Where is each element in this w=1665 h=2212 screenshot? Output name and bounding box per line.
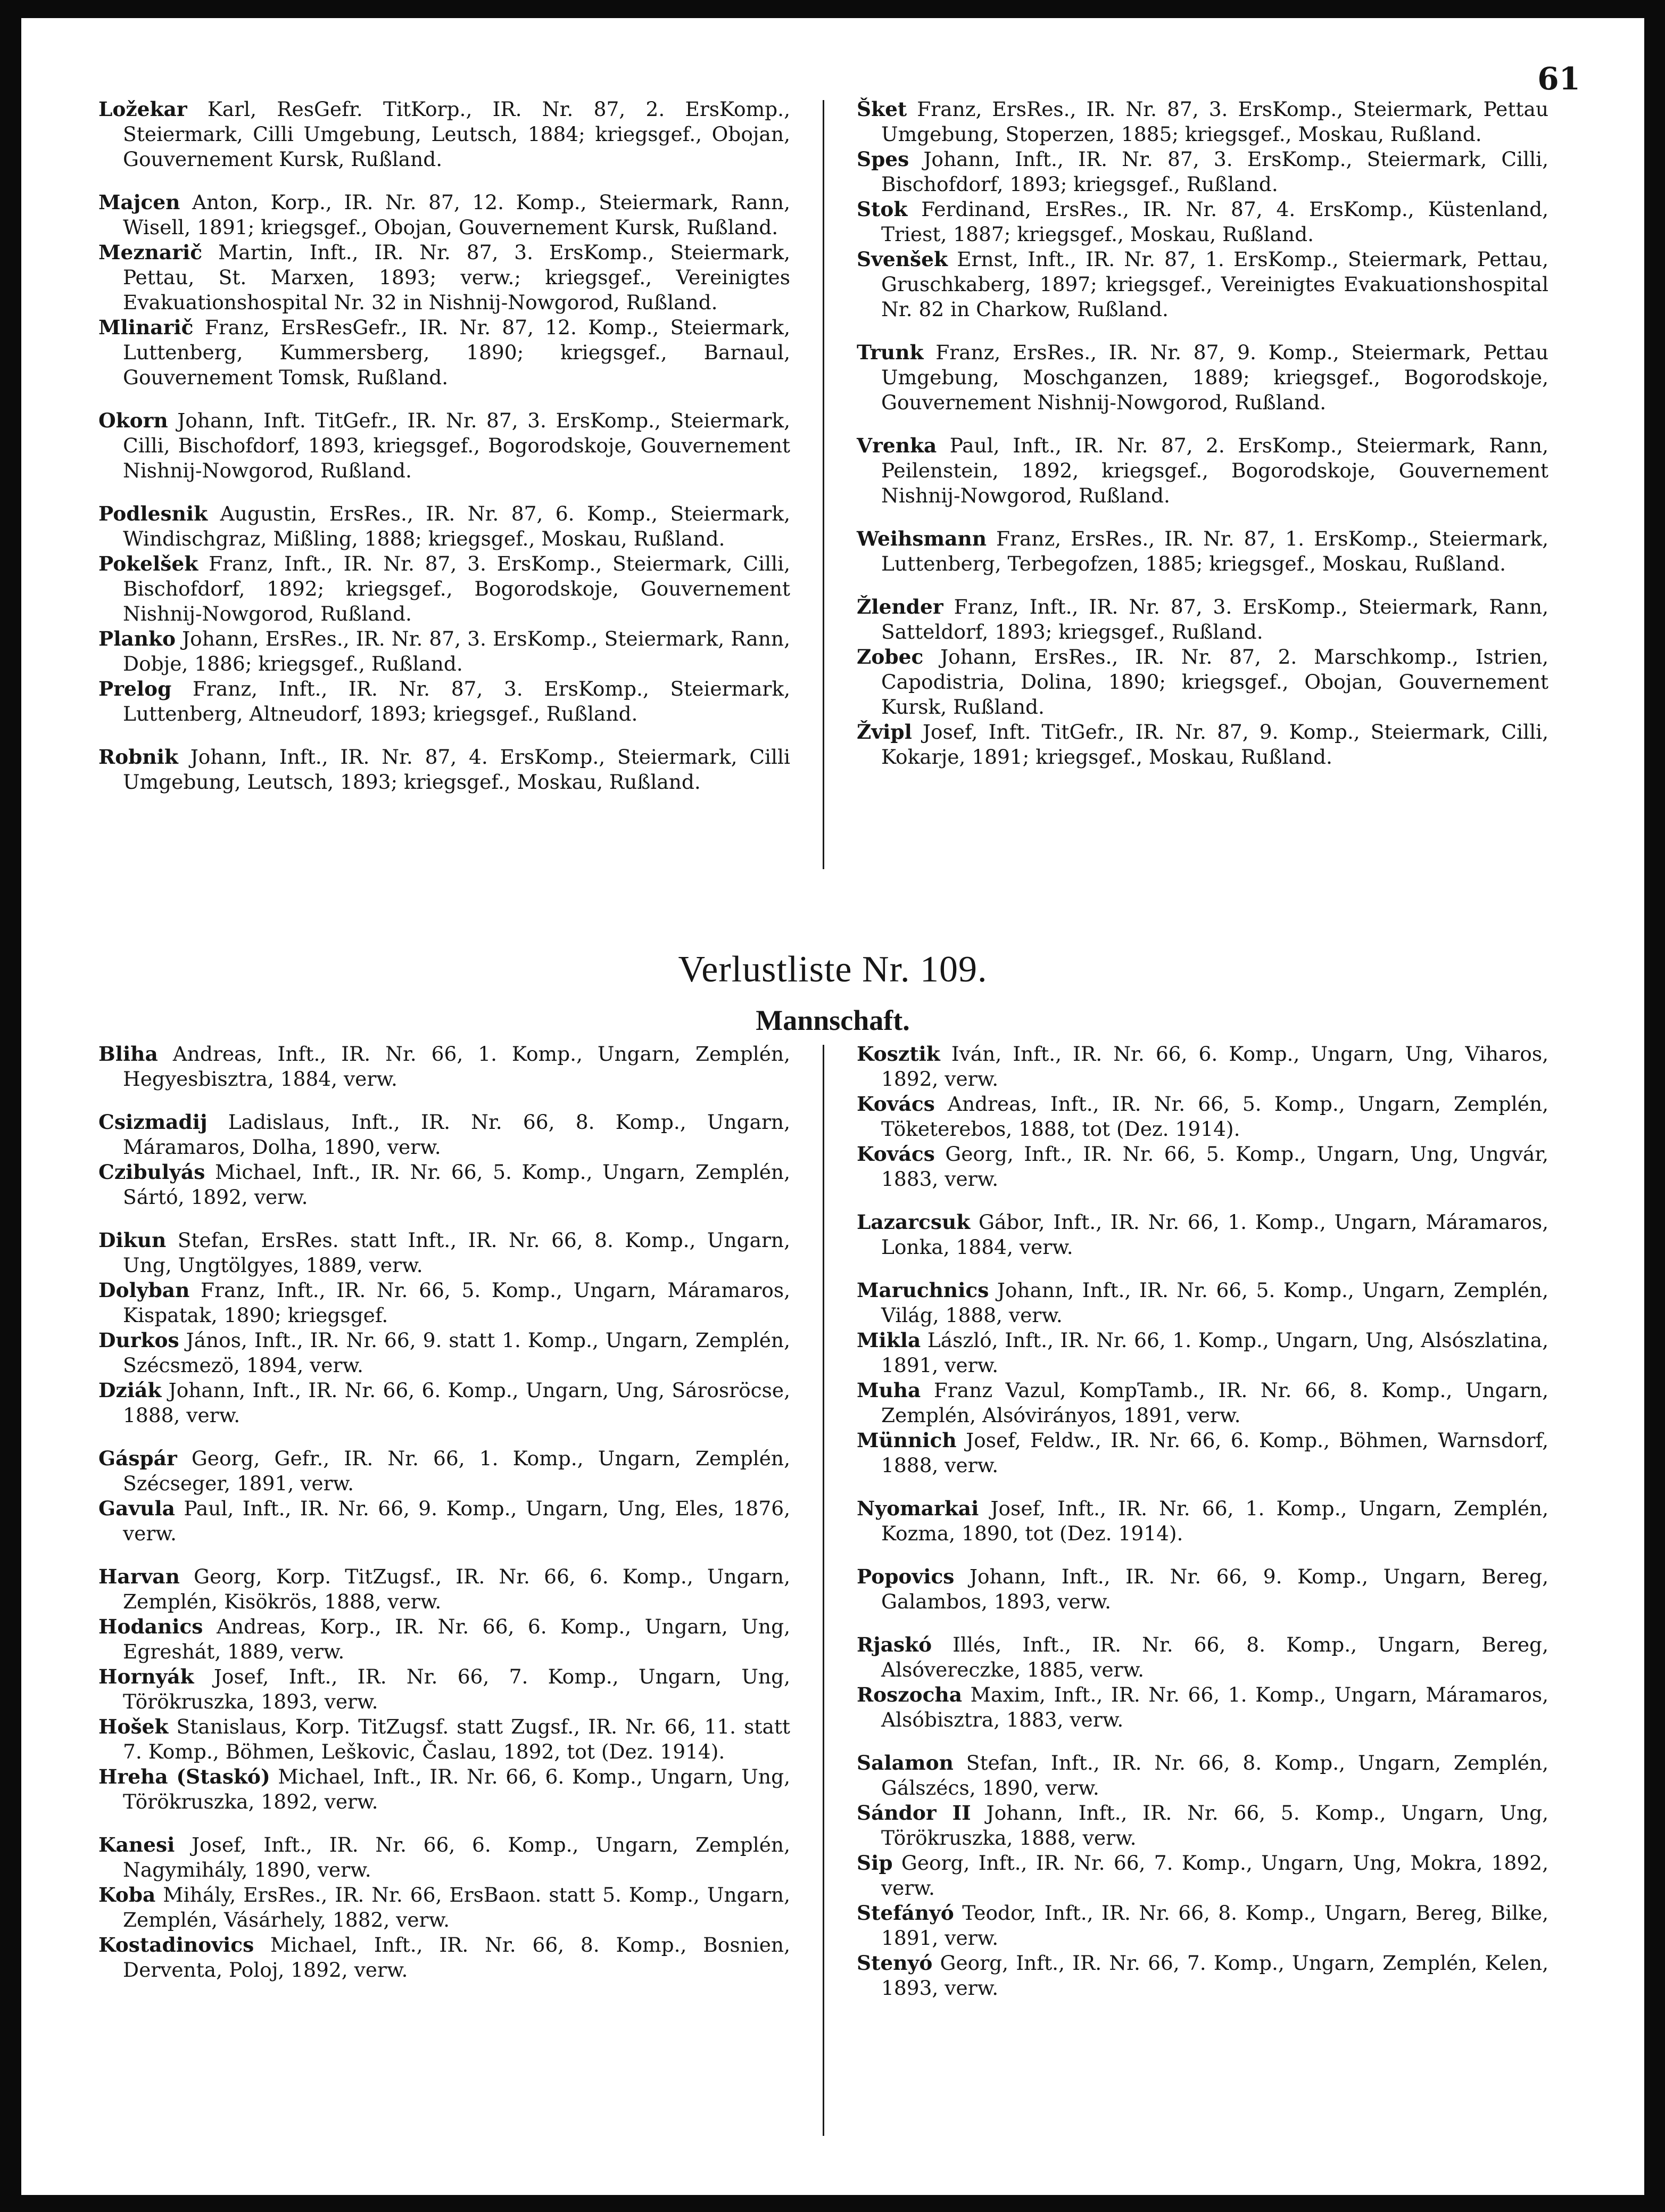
casualty-entry — [98, 97, 790, 172]
entry-details: Karl, ResGefr. TitKorp., IR. Nr. 87, 2. ErsKomp., Steiermark, Cilli Umgebung, Leutsch, 1884; kriegsgef., Obojan, Gouvernement Kursk, Rußland. — [123, 97, 791, 171]
entry-surname: Hošek — [98, 1715, 169, 1738]
casualty-entry — [857, 1328, 1548, 1378]
entry-surname: Hornyák — [98, 1665, 194, 1688]
entry-surname: Dziák — [98, 1379, 162, 1402]
casualty-entry — [98, 1042, 790, 1092]
entry-details: Johann, Inft., IR. Nr. 87, 4. ErsKomp., Steiermark, Cilli Umgebung, Leutsch, 1893; kriegsgef., Moskau, Rußland. — [123, 745, 791, 794]
entry-surname: Gáspár — [98, 1447, 177, 1470]
casualty-entry — [857, 340, 1548, 415]
entry-details: Martin, Inft., IR. Nr. 87, 3. ErsKomp., Steiermark, Pettau, St. Marxen, 1893; verw.; kriegsgef., Vereinigtes Evakuationshospital Nr. 32 in Nishnij-Nowgorod, Rußland. — [123, 241, 790, 314]
casualty-entry — [98, 1446, 790, 1496]
casualty-entry — [857, 97, 1548, 147]
casualty-entry — [857, 1682, 1548, 1732]
entry-details: Maxim, Inft., IR. Nr. 66, 1. Komp., Ungarn, Máramaros, Alsóbisztra, 1883, verw. — [881, 1683, 1548, 1731]
entry-surname: Žlender — [857, 595, 943, 618]
entry-details: Johann, Inft., IR. Nr. 87, 3. ErsKomp., Steiermark, Cilli, Bischofdorf, 1893; kriegsgef., Rußland. — [881, 147, 1548, 196]
entry-details: Andreas, Inft., IR. Nr. 66, 1. Komp., Ungarn, Zemplén, Hegyesbisztra, 1884, verw. — [123, 1042, 791, 1091]
entry-details: Andreas, Korp., IR. Nr. 66, 6. Komp., Ungarn, Ung, Egreshát, 1889, verw. — [123, 1615, 790, 1663]
casualty-entry — [857, 1210, 1548, 1260]
entry-details: Augustin, ErsRes., IR. Nr. 87, 6. Komp., Steiermark, Windischgraz, Mißling, 1888; kriegsgef., Moskau, Rußland. — [123, 502, 791, 550]
entry-details: Ferdinand, ErsRes., IR. Nr. 87, 4. ErsKomp., Küstenland, Triest, 1887; kriegsgef., Moskau, Rußland. — [881, 197, 1548, 246]
casualty-entry — [98, 1378, 790, 1428]
entry-surname: Harvan — [98, 1565, 180, 1588]
entry-surname: Maruchnics — [857, 1278, 989, 1302]
entry-details: Franz, Inft., IR. Nr. 66, 5. Komp., Ungarn, Máramaros, Kispatak, 1890; kriegsgef. — [123, 1278, 790, 1327]
casualty-entry — [857, 247, 1548, 322]
top-right-column — [857, 97, 1548, 903]
bottom-left-column — [98, 1042, 790, 2175]
casualty-entry — [98, 1564, 790, 1614]
entry-surname: Sip — [857, 1851, 893, 1875]
entry-surname: Mikla — [857, 1328, 921, 1352]
entry-surname: Muha — [857, 1379, 921, 1402]
entry-details: Ernst, Inft., IR. Nr. 87, 1. ErsKomp., Steiermark, Pettau, Gruschkaberg, 1897; kriegsgef., Vereinigtes Evakuationshospital Nr. 82 in Charkow, Rußland. — [881, 247, 1549, 321]
entry-details: Illés, Inft., IR. Nr. 66, 8. Komp., Ungarn, Bereg, Alsóvereczke, 1885, verw. — [881, 1633, 1548, 1681]
casualty-entry — [98, 408, 790, 483]
entry-surname: Svenšek — [857, 247, 948, 271]
entry-details: Franz, ErsResGefr., IR. Nr. 87, 12. Komp., Steiermark, Luttenberg, Kummersberg, 1890; kriegsgef., Barnaul, Gouvernement Tomsk, Rußland. — [123, 316, 790, 389]
casualty-entry — [98, 1496, 790, 1546]
entry-surname: Vrenka — [857, 434, 937, 457]
entry-details: Josef, Inft., IR. Nr. 66, 1. Komp., Ungarn, Zemplén, Kozma, 1890, tot (Dez. 1914). — [881, 1497, 1549, 1545]
casualty-entry — [857, 433, 1548, 508]
entry-surname: Prelog — [98, 677, 172, 700]
entry-details: Georg, Inft., IR. Nr. 66, 7. Komp., Ungarn, Ung, Mokra, 1892, verw. — [881, 1851, 1549, 1900]
casualty-entry — [98, 501, 790, 551]
entry-surname: Planko — [98, 627, 176, 650]
entry-surname: Hodanics — [98, 1615, 203, 1638]
casualty-entry — [857, 1951, 1548, 2001]
entry-surname: Roszocha — [857, 1683, 962, 1706]
entry-details: Josef, Inft., IR. Nr. 66, 6. Komp., Ungarn, Zemplén, Nagymihály, 1890, verw. — [123, 1833, 790, 1881]
casualty-entry — [98, 676, 790, 727]
entry-surname: Dikun — [98, 1228, 167, 1252]
entry-surname: Meznarič — [98, 241, 203, 264]
casualty-entry — [857, 1428, 1548, 1478]
casualty-entry — [98, 1110, 790, 1160]
entry-surname: Stok — [857, 197, 908, 221]
entry-details: Franz, ErsRes., IR. Nr. 87, 1. ErsKomp., Steiermark, Luttenberg, Terbegofzen, 1885; kriegsgef., Moskau, Rußland. — [881, 527, 1549, 575]
casualty-entry — [857, 595, 1548, 645]
entry-surname: Csizmadij — [98, 1110, 208, 1134]
entry-surname: Sándor II — [857, 1801, 971, 1825]
entry-surname: Kovács — [857, 1092, 935, 1116]
casualty-entry — [857, 147, 1548, 197]
bottom-right-column — [857, 1042, 1548, 2175]
casualty-entry — [857, 1851, 1548, 1901]
entry-details: Ladislaus, Inft., IR. Nr. 66, 8. Komp., Ungarn, Máramaros, Dolha, 1890, verw. — [123, 1110, 790, 1159]
casualty-entry — [98, 1160, 790, 1210]
entry-surname: Kanesi — [98, 1833, 175, 1856]
entry-surname: Kosztik — [857, 1042, 940, 1066]
casualty-entry — [98, 1764, 790, 1814]
entry-details: Georg, Inft., IR. Nr. 66, 7. Komp., Ungarn, Zemplén, Kelen, 1893, verw. — [881, 1951, 1549, 2000]
bottom-section — [98, 1042, 1548, 2175]
entry-details: Franz, ErsRes., IR. Nr. 87, 9. Komp., Steiermark, Pettau Umgebung, Moschganzen, 1889; kriegsgef., Bogorodskoje, Gouvernement Nishnij-Nowgorod, Rußland. — [881, 341, 1549, 414]
entry-surname: Kovács — [857, 1142, 935, 1166]
document-page — [21, 18, 1644, 2195]
column-divider — [823, 1045, 824, 2136]
casualty-entry — [857, 720, 1548, 770]
top-left-column — [98, 97, 790, 903]
entry-surname: Bliha — [98, 1042, 158, 1066]
entry-surname: Stefányó — [857, 1901, 954, 1925]
casualty-entry — [857, 1801, 1548, 1851]
casualty-entry — [98, 1328, 790, 1378]
entry-surname: Stenyó — [857, 1951, 933, 1975]
casualty-entry — [98, 1278, 790, 1328]
entry-details: Franz Vazul, KompTamb., IR. Nr. 66, 8. Komp., Ungarn, Zemplén, Alsóvirányos, 1891, verw. — [881, 1379, 1548, 1427]
entry-details: Mihály, ErsRes., IR. Nr. 66, ErsBaon. statt 5. Komp., Ungarn, Zemplén, Vásárhely, 1882, verw. — [123, 1883, 790, 1932]
entry-details: Josef, Feldw., IR. Nr. 66, 6. Komp., Böhmen, Warnsdorf, 1888, verw. — [881, 1429, 1549, 1477]
casualty-entry — [98, 1664, 790, 1714]
entry-details: János, Inft., IR. Nr. 66, 9. statt 1. Komp., Ungarn, Zemplén, Szécsmezö, 1894, verw. — [123, 1328, 790, 1377]
entry-details: Johann, Inft. TitGefr., IR. Nr. 87, 3. ErsKomp., Steiermark, Cilli, Bischofdorf, 1893, kriegsgef., Bogorodskoje, Gouvernement Nishnij-Nowgorod, Rußland. — [123, 409, 791, 482]
casualty-entry — [857, 1378, 1548, 1428]
entry-surname: Spes — [857, 147, 909, 171]
entry-details: Johann, Inft., IR. Nr. 66, 5. Komp., Ungarn, Zemplén, Világ, 1888, verw. — [881, 1278, 1549, 1327]
casualty-entry — [857, 1042, 1548, 1092]
entry-surname: Gavula — [98, 1497, 175, 1520]
entry-details: Stefan, Inft., IR. Nr. 66, 8. Komp., Ungarn, Zemplén, Gálszécs, 1890, verw. — [881, 1751, 1548, 1800]
entry-details: Johann, ErsRes., IR. Nr. 87, 3. ErsKomp., Steiermark, Rann, Dobje, 1886; kriegsgef., Rußland. — [123, 627, 790, 675]
entry-details: Franz, Inft., IR. Nr. 87, 3. ErsKomp., Steiermark, Rann, Satteldorf, 1893; kriegsgef., Rußland. — [881, 595, 1548, 643]
entry-details: Josef, Inft., IR. Nr. 66, 7. Komp., Ungarn, Ung, Törökruszka, 1893, verw. — [123, 1665, 790, 1713]
entry-surname: Podlesnik — [98, 502, 208, 525]
entry-surname: Zobec — [857, 645, 924, 668]
entry-details: Iván, Inft., IR. Nr. 66, 6. Komp., Ungarn, Ung, Viharos, 1892, verw. — [881, 1042, 1548, 1091]
casualty-entry — [857, 1901, 1548, 1951]
entry-details: Josef, Inft. TitGefr., IR. Nr. 87, 9. Komp., Steiermark, Cilli, Kokarje, 1891; kriegsgef., Moskau, Rußland. — [881, 720, 1548, 769]
casualty-entry — [857, 526, 1548, 576]
entry-surname: Mlinarič — [98, 316, 194, 339]
casualty-entry — [98, 1833, 790, 1883]
casualty-entry — [857, 1751, 1548, 1801]
casualty-entry — [98, 626, 790, 676]
casualty-entry — [98, 240, 790, 315]
casualty-entry — [98, 190, 790, 240]
entry-details: Teodor, Inft., IR. Nr. 66, 8. Komp., Ungarn, Bereg, Bilke, 1891, verw. — [881, 1901, 1549, 1950]
entry-surname: Majcen — [98, 191, 180, 214]
entry-details: Stanislaus, Korp. TitZugsf. statt Zugsf., IR. Nr. 66, 11. statt 7. Komp., Böhmen, Leškovic, Časlau, 1892, tot (Dez. 1914). — [123, 1715, 790, 1763]
entry-surname: Šket — [857, 97, 907, 121]
entry-details: Johann, Inft., IR. Nr. 66, 5. Komp., Ungarn, Ung, Törökruszka, 1888, verw. — [881, 1801, 1548, 1850]
entry-surname: Robnik — [98, 745, 178, 769]
casualty-entry — [98, 315, 790, 390]
casualty-entry — [98, 1883, 790, 1933]
casualty-entry — [857, 1496, 1548, 1546]
casualty-entry — [857, 645, 1548, 720]
casualty-entry — [857, 1564, 1548, 1614]
entry-details: László, Inft., IR. Nr. 66, 1. Komp., Ungarn, Ung, Alsószlatina, 1891, verw. — [881, 1328, 1548, 1377]
entry-surname: Hreha (Staskó) — [98, 1765, 270, 1788]
section-subtitle: Mannschaft. — [756, 1004, 910, 1036]
entry-surname: Pokelšek — [98, 552, 198, 575]
entry-surname: Ložekar — [98, 97, 187, 121]
entry-details: Andreas, Inft., IR. Nr. 66, 5. Komp., Ungarn, Zemplén, Töketerebos, 1888, tot (Dez. 1914). — [881, 1092, 1549, 1141]
casualty-entry — [857, 197, 1548, 247]
entry-details: Stefan, ErsRes. statt Inft., IR. Nr. 66, 8. Komp., Ungarn, Ung, Ungtölgyes, 1889, verw. — [123, 1228, 791, 1277]
entry-details: Paul, Inft., IR. Nr. 87, 2. ErsKomp., Steiermark, Rann, Peilenstein, 1892, kriegsgef., Bogorodskoje, Gouvernement Nishnij-Nowgorod, Rußland. — [881, 434, 1548, 507]
entry-details: Johann, Inft., IR. Nr. 66, 9. Komp., Ungarn, Bereg, Galambos, 1893, verw. — [881, 1565, 1549, 1613]
casualty-entry — [857, 1278, 1548, 1328]
page-number: 61 — [1537, 61, 1580, 97]
entry-details: Gábor, Inft., IR. Nr. 66, 1. Komp., Ungarn, Máramaros, Lonka, 1884, verw. — [881, 1210, 1549, 1259]
entry-surname: Okorn — [98, 409, 168, 432]
column-divider — [823, 100, 824, 869]
entry-surname: Dolyban — [98, 1278, 190, 1302]
casualty-entry — [857, 1632, 1548, 1682]
casualty-entry — [98, 1614, 790, 1664]
top-section — [98, 97, 1548, 903]
casualty-entry — [857, 1142, 1548, 1192]
casualty-entry — [857, 1092, 1548, 1142]
casualty-entry — [98, 745, 790, 795]
entry-surname: Lazarcsuk — [857, 1210, 971, 1234]
entry-details: Franz, Inft., IR. Nr. 87, 3. ErsKomp., Steiermark, Cilli, Bischofdorf, 1892; kriegsgef., Bogorodskoje, Gouvernement Nishnij-Nowgorod, Rußland. — [123, 552, 790, 625]
entry-details: Paul, Inft., IR. Nr. 66, 9. Komp., Ungarn, Ung, Eles, 1876, verw. — [123, 1497, 791, 1545]
entry-details: Michael, Inft., IR. Nr. 66, 5. Komp., Ungarn, Zemplén, Sártó, 1892, verw. — [123, 1160, 790, 1209]
section-title: Verlustliste Nr. 109. — [678, 949, 988, 990]
casualty-entry — [98, 1714, 790, 1764]
entry-details: Anton, Korp., IR. Nr. 87, 12. Komp., Steiermark, Rann, Wisell, 1891; kriegsgef., Obojan, Gouvernement Kursk, Rußland. — [123, 191, 791, 239]
entry-details: Franz, Inft., IR. Nr. 87, 3. ErsKomp., Steiermark, Luttenberg, Altneudorf, 1893; kriegsgef., Rußland. — [123, 677, 790, 725]
casualty-entry — [98, 1933, 790, 1983]
entry-details: Georg, Gefr., IR. Nr. 66, 1. Komp., Ungarn, Zemplén, Szécseger, 1891, verw. — [123, 1447, 790, 1495]
casualty-entry — [98, 551, 790, 626]
entry-details: Georg, Inft., IR. Nr. 66, 5. Komp., Ungarn, Ung, Ungvár, 1883, verw. — [881, 1142, 1549, 1191]
entry-surname: Žvipl — [857, 720, 912, 744]
entry-surname: Münnich — [857, 1429, 957, 1452]
entry-surname: Durkos — [98, 1328, 179, 1352]
entry-surname: Rjaskó — [857, 1633, 932, 1656]
entry-surname: Salamon — [857, 1751, 954, 1774]
entry-details: Johann, ErsRes., IR. Nr. 87, 2. Marschkomp., Istrien, Capodistria, Dolina, 1890; kriegsgef., Obojan, Gouvernement Kursk, Rußland. — [881, 645, 1549, 719]
entry-details: Franz, ErsRes., IR. Nr. 87, 3. ErsKomp., Steiermark, Pettau Umgebung, Stoperzen, 1885; kriegsgef., Moskau, Rußland. — [881, 97, 1549, 146]
casualty-entry — [98, 1228, 790, 1278]
entry-details: Michael, Inft., IR. Nr. 66, 6. Komp., Ungarn, Ung, Törökruszka, 1892, verw. — [123, 1765, 790, 1813]
entry-surname: Koba — [98, 1883, 156, 1906]
entry-details: Michael, Inft., IR. Nr. 66, 8. Komp., Bosnien, Derventa, Poloj, 1892, verw. — [123, 1933, 791, 1982]
entry-surname: Nyomarkai — [857, 1497, 979, 1520]
entry-surname: Kostadinovics — [98, 1933, 254, 1957]
entry-details: Johann, Inft., IR. Nr. 66, 6. Komp., Ungarn, Ung, Sárosröcse, 1888, verw. — [123, 1379, 791, 1427]
entry-surname: Weihsmann — [857, 527, 987, 550]
entry-surname: Trunk — [857, 341, 924, 364]
entry-surname: Czibulyás — [98, 1160, 205, 1184]
entry-details: Georg, Korp. TitZugsf., IR. Nr. 66, 6. Komp., Ungarn, Zemplén, Kisökrös, 1888, verw. — [123, 1565, 790, 1613]
entry-surname: Popovics — [857, 1565, 955, 1588]
